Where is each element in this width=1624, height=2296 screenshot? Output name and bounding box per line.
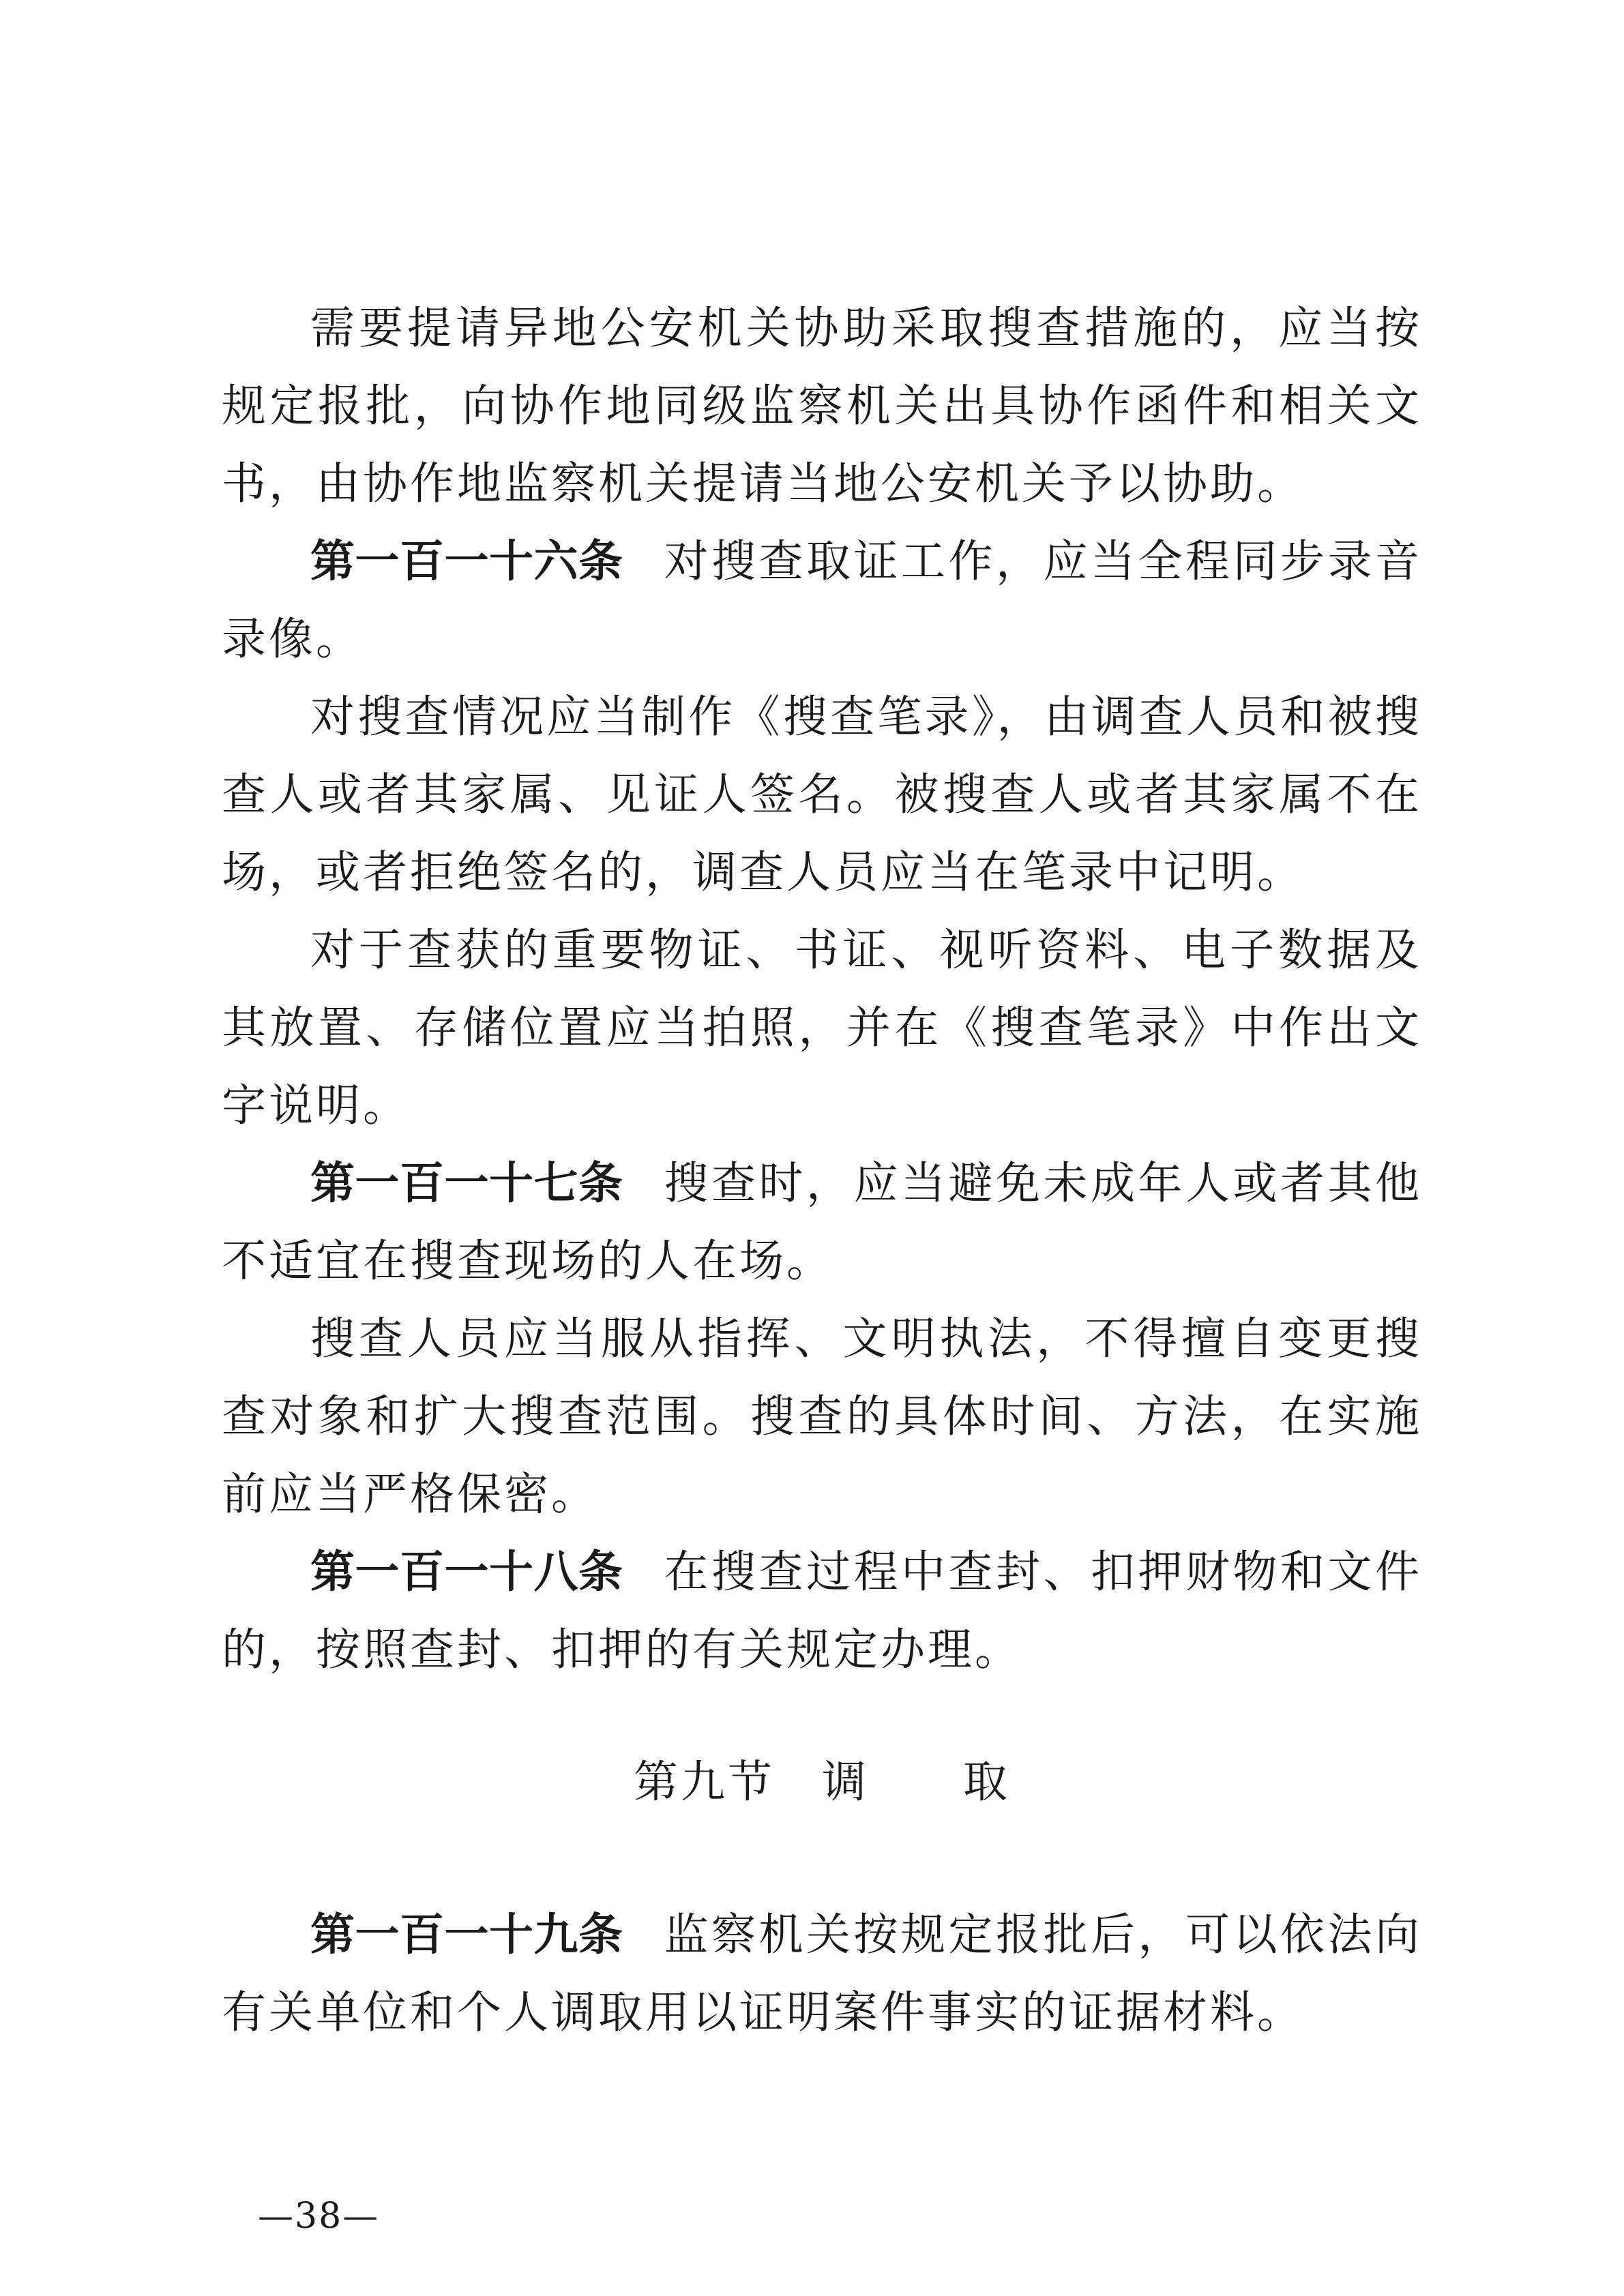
article-text: 监察机关按规定报批后，可以依法向有关单位和个人调取用以证明案件事实的证据材料。 xyxy=(222,1909,1422,2038)
paragraph: 对于查获的重要物证、书证、视听资料、电子数据及其放置、存储位置应当拍照，并在《搜查笔录》中作出文字说明。 xyxy=(222,925,1422,1131)
article-label: 第一百一十六条 xyxy=(310,536,623,587)
article-119 xyxy=(222,1896,1422,2052)
article-117 xyxy=(222,1145,1422,1300)
paragraph: 需要提请异地公安机关协助采取搜查措施的，应当按规定报批，向协作地同级监察机关出具协作函件和相关文书，由协作地监察机关提请当地公安机关予以协助。 xyxy=(222,303,1422,509)
article-label: 第一百一十九条 xyxy=(310,1909,623,1960)
article-118 xyxy=(222,1534,1422,1689)
article-label: 第一百一十七条 xyxy=(310,1158,623,1209)
body-text xyxy=(222,290,1422,2052)
section-heading: 第九节 调 取 xyxy=(633,1757,1010,1808)
article-text: 在搜查过程中查封、扣押财物和文件的，按照查封、扣押的有关规定办理。 xyxy=(222,1547,1422,1675)
article-label: 第一百一十八条 xyxy=(310,1547,623,1598)
page-number: —38— xyxy=(258,2196,380,2237)
article-116 xyxy=(222,523,1422,679)
article-text: 搜查时，应当避免未成年人或者其他不适宜在搜查现场的人在场。 xyxy=(222,1158,1422,1287)
paragraph: 对搜查情况应当制作《搜查笔录》，由调查人员和被搜查人或者其家属、见证人签名。被搜查人或者其家属不在场，或者拒绝签名的，调查人员应当在笔录中记明。 xyxy=(222,691,1422,898)
article-text: 对搜查取证工作，应当全程同步录音录像。 xyxy=(222,536,1422,665)
paragraph: 搜查人员应当服从指挥、文明执法，不得擅自变更搜查对象和扩大搜查范围。搜查的具体时间、方法，在实施前应当严格保密。 xyxy=(222,1313,1422,1520)
